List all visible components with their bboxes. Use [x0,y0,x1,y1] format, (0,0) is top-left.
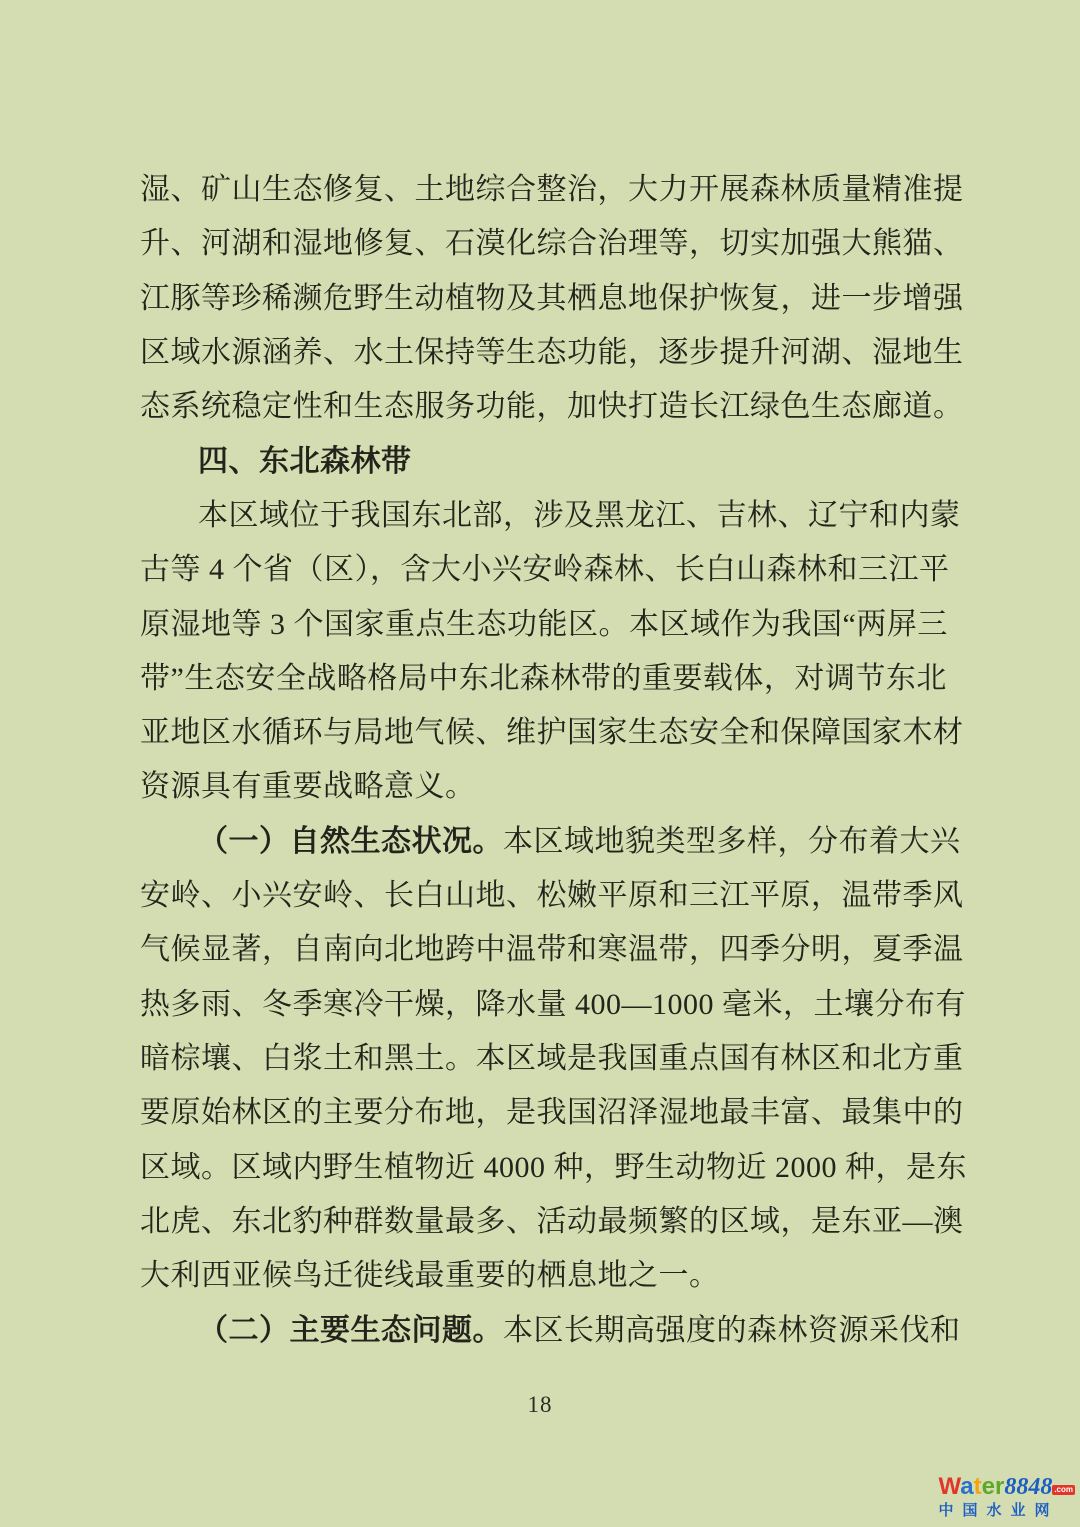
text-segment: 带”生态安全战略格局中东北森林带的重要载体，对调节东北 [140,661,947,695]
text-segment: 态系统稳定性和生态服务功能，加快打造长江绿色生态廊道。 [140,390,964,424]
text-segment: 要原始林区的主要分布地，是我国沼泽湿地最丰富、最集中的 [140,1096,964,1130]
text-line [140,978,966,1032]
text-segment: 区域。区域内野生植物近 4000 种，野生动物近 2000 种，是东 [140,1150,967,1184]
text-segment: 本区域位于我国东北部，涉及黑龙江、吉林、辽宁和内蒙 [198,498,961,532]
watermark-letter: t [973,1473,982,1500]
text-line [140,598,948,652]
watermark-letter: a [960,1473,974,1500]
text-segment: 北虎、东北豹种群数量最多、活动最频繁的区域，是东亚—澳 [140,1204,964,1238]
page-number: 18 [527,1392,553,1417]
text-line [140,1141,967,1195]
watermark-letter: e [981,1473,995,1500]
text-segment: 本区长期高强度的森林资源采伐和 [503,1313,961,1347]
watermark-brand-word [939,1473,1005,1500]
text-line [140,815,961,869]
text-segment: 资源具有重要战略意义。 [140,770,476,804]
text-line [140,923,964,977]
text-line [140,1195,964,1249]
text-segment: 暗棕壤、白浆土和黑土。本区域是我国重点国有林区和北方重 [140,1042,964,1075]
text-segment: 升、河湖和湿地修复、石漠化综合治理等，切实加强大熊猫、 [140,227,964,261]
text-line [140,869,964,923]
text-segment: 江豚等珍稀濒危野生动植物及其栖息地保护恢复，进一步增强 [140,281,964,315]
text-line [140,1249,940,1303]
text-line [140,272,964,326]
watermark-brand-domain: .com [1054,1485,1073,1494]
text-line [140,543,950,597]
watermark-letter: W [938,1473,961,1500]
bold-text-segment: （一）自然生态状况。 [198,824,503,858]
text-line [140,760,940,814]
text-segment: 气候显著，自南向北地跨中温带和寒温带，四季分明，夏季温 [140,933,964,967]
text-line [140,163,964,217]
text-segment: 热多雨、冬季寒冷干燥，降水量 400—1000 毫米，土壤分布有 [140,987,966,1021]
text-line [140,1032,964,1086]
text-line [140,380,964,434]
text-line [140,706,964,760]
watermark-chinese-name: 中国水业网 [938,1502,1059,1519]
text-segment: 大利西亚候鸟迁徙线最重要的栖息地之一。 [140,1259,720,1293]
text-segment: 古等 4 个省（区），含大小兴安岭森林、长白山森林和三江平 [140,553,950,587]
text-segment: 安岭、小兴安岭、长白山地、松嫩平原和三江平原，温带季风 [140,879,964,913]
water8848-watermark [939,1475,1076,1518]
section-heading: 四、东北森林带 [198,444,412,478]
bold-text-segment: （二）主要生态问题。 [198,1313,503,1347]
text-line [140,489,961,543]
watermark-letter: r [994,1473,1005,1500]
text-line [140,1086,964,1140]
text-line [140,326,964,380]
watermark-brand-number: 8848 [1004,1474,1053,1500]
watermark-logo [939,1475,1076,1499]
text-line [140,217,964,271]
document-body [140,163,967,1358]
text-segment: 原湿地等 3 个国家重点生态功能区。本区域作为我国“两屏三 [140,607,948,641]
text-segment: 湿、矿山生态修复、土地综合整治，大力开展森林质量精准提 [140,173,964,206]
text-line [140,1304,961,1358]
text-line [140,652,947,706]
text-segment: 本区域地貌类型多样，分布着大兴 [503,824,961,858]
text-segment: 亚地区水循环与局地气候、维护国家生态安全和保障国家木材 [140,716,964,750]
text-segment: 区域水源涵养、水土保持等生态功能，逐步提升河湖、湿地生 [140,335,964,369]
